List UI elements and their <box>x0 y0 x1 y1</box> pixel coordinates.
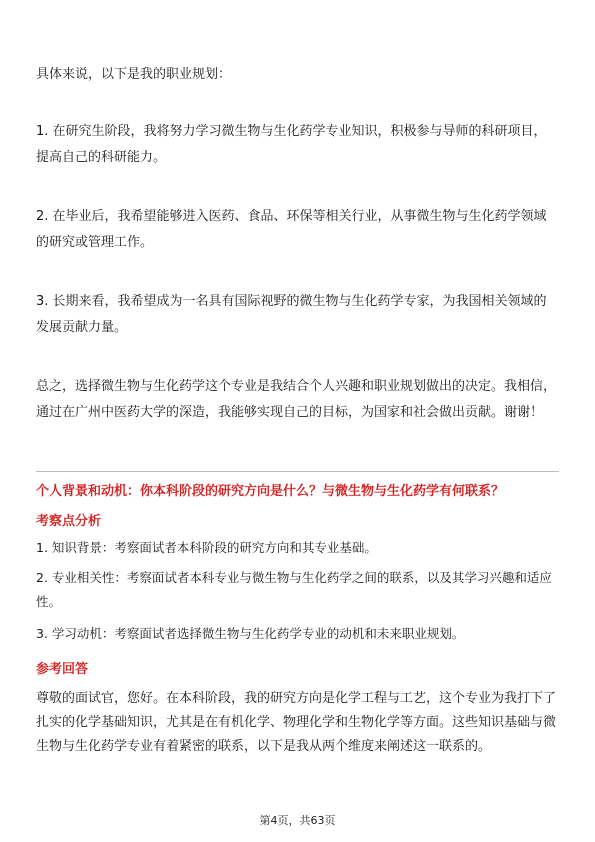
plan-item-1: 1. 在研究生阶段，我将努力学习微生物与生化药学专业知识，积极参与导师的科研项目，提高自己的科研能力。 <box>36 124 547 165</box>
analysis-item-2: 2. 专业相关性：考察面试者本科专业与微生物与生化药学之间的联系，以及其学习兴趣和适应性。 <box>36 570 552 609</box>
analysis-item-1: 1. 知识背景：考察面试者本科阶段的研究方向和其专业基础。 <box>36 540 377 555</box>
plan-item-3: 3. 长期来看，我希望成为一名具有国际视野的微生物与生化药学专家，为我国相关领域的发展贡献力量。 <box>36 294 547 335</box>
plan-item-2: 2. 在毕业后，我希望能够进入医药、食品、环保等相关行业，从事微生物与生化药学领域的研究或管理工作。 <box>36 209 547 250</box>
conclusion-paragraph: 总之，选择微生物与生化药学这个专业是我结合个人兴趣和职业规划做出的决定。我相信，通过在广州中医药大学的深造，我能够实现自己的目标，为国家和社会做出贡献。谢谢！ <box>36 379 557 420</box>
answer-heading: 参考回答 <box>36 662 89 677</box>
analysis-item-3: 3. 学习动机：考察面试者选择微生物与生化药学专业的动机和未来职业规划。 <box>36 626 465 641</box>
page-number-footer: 第4页，共63页 <box>259 814 336 827</box>
answer-paragraph: 尊敬的面试官，您好。在本科阶段，我的研究方向是化学工程与工艺，这个专业为我打下了扎实的化学基础知识，尤其是在有机化学、物理化学和生物化学等方面。这些知识基础与微生物与生化药学专业有着紧密的联系，以下是我从两个维度来阐述这一联系的。 <box>36 691 557 754</box>
analysis-heading: 考察点分析 <box>36 514 102 529</box>
question-heading: 个人背景和动机：你本科阶段的研究方向是什么？与微生物与生化药学有何联系？ <box>36 484 505 499</box>
intro-paragraph: 具体来说，以下是我的职业规划： <box>36 67 232 82</box>
section-divider <box>36 471 559 472</box>
